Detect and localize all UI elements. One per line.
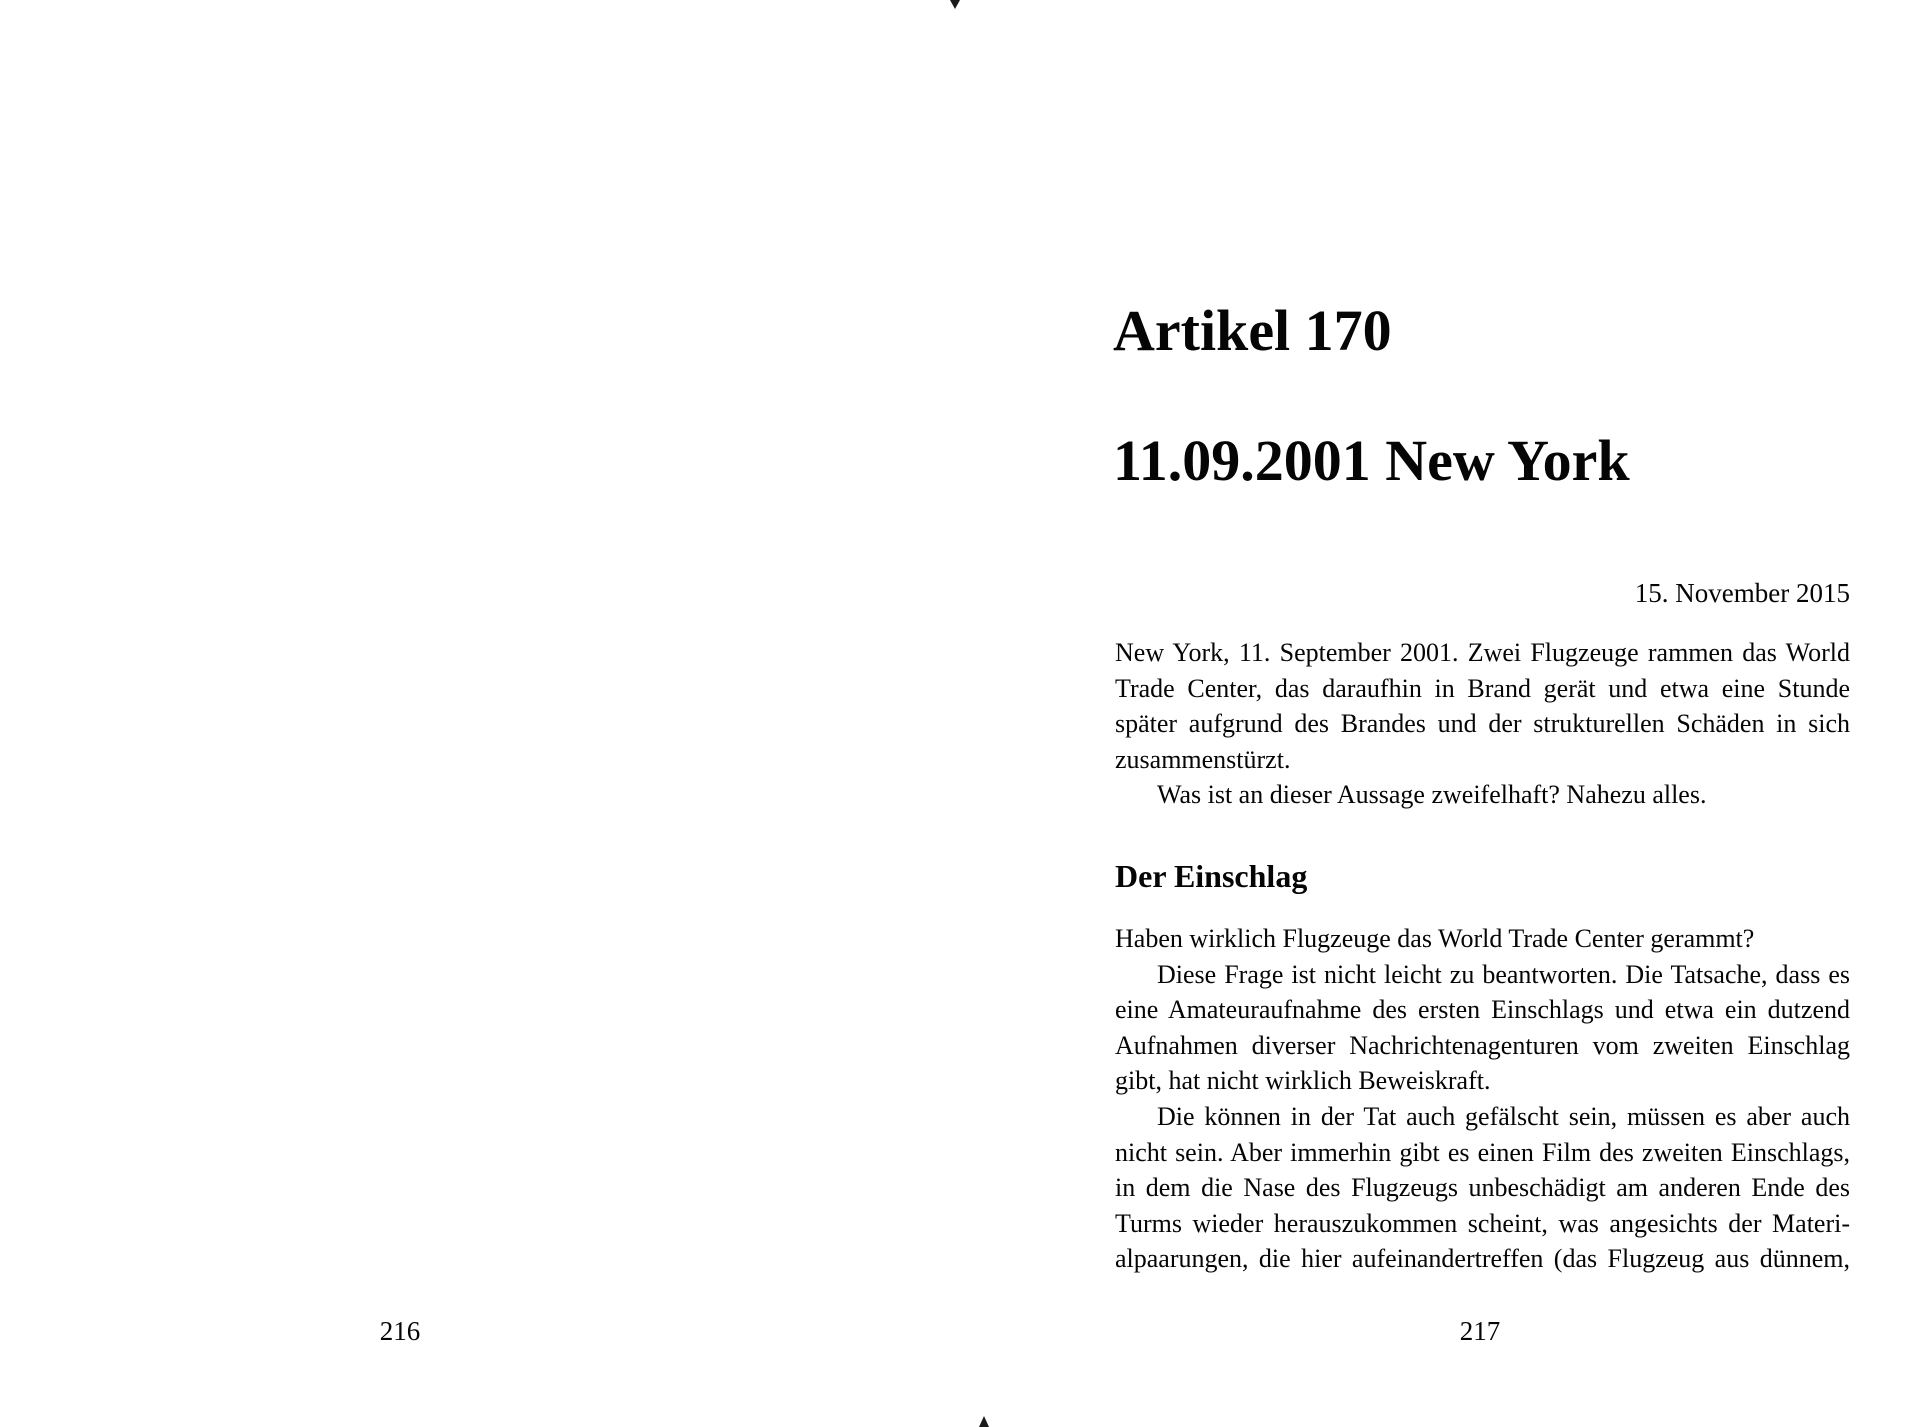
body-line: später aufgrund des Brandes und der strukturellen Schäden in sich [1115, 709, 1850, 739]
body-line: Turms wieder herauszukommen scheint, was angesichts der Materi- [1115, 1208, 1850, 1238]
body-text-upper [1115, 635, 1850, 813]
body-line: eine Amateuraufnahme des ersten Einschlags und etwa ein dutzend [1115, 995, 1850, 1025]
body-line: Die können in der Tat auch gefälscht sein, müssen es aber auch [1157, 1101, 1850, 1131]
caret-up-icon [979, 1416, 989, 1427]
body-line: alpaarungen, die hier aufeinandertreffen (das Flugzeug aus dünnem, [1115, 1244, 1850, 1274]
body-line: nicht sein. Aber immerhin gibt es einen Film des zweiten Einschlags, [1115, 1137, 1850, 1167]
body-line: zusammenstürzt. [1115, 744, 1291, 774]
chapter-subtitle: 11.09.2001 New York [1113, 428, 1630, 493]
body-line: in dem die Nase des Flugzeugs unbeschädigt am anderen Ende des [1115, 1173, 1850, 1203]
date-line: 15. November 2015 [1634, 578, 1850, 608]
chapter-title: Artikel 170 [1113, 298, 1392, 363]
body-line: gibt, hat nicht wirklich Beweiskraft. [1115, 1066, 1491, 1096]
caret-down-icon [950, 0, 960, 9]
page-number-right: 217 [1459, 1316, 1501, 1346]
body-line: Was ist an dieser Aussage zweifelhaft? Nahezu alles. [1157, 780, 1707, 810]
body-line: Haben wirklich Flugzeuge das World Trade Center gerammt? [1115, 924, 1755, 953]
body-text-lower [1115, 921, 1850, 1277]
page-number-left: 216 [379, 1316, 421, 1346]
body-line: New York, 11. September 2001. Zwei Flugzeuge rammen das World [1115, 638, 1850, 667]
body-line: Diese Frage ist nicht leicht zu beantworten. Die Tatsache, dass es [1157, 959, 1850, 989]
body-line: Trade Center, das daraufhin in Brand gerät und etwa eine Stunde [1115, 673, 1850, 703]
body-line: Aufnahmen diverser Nachrichtenagenturen vom zweiten Einschlag [1115, 1030, 1850, 1060]
section-heading: Der Einschlag [1115, 858, 1308, 894]
